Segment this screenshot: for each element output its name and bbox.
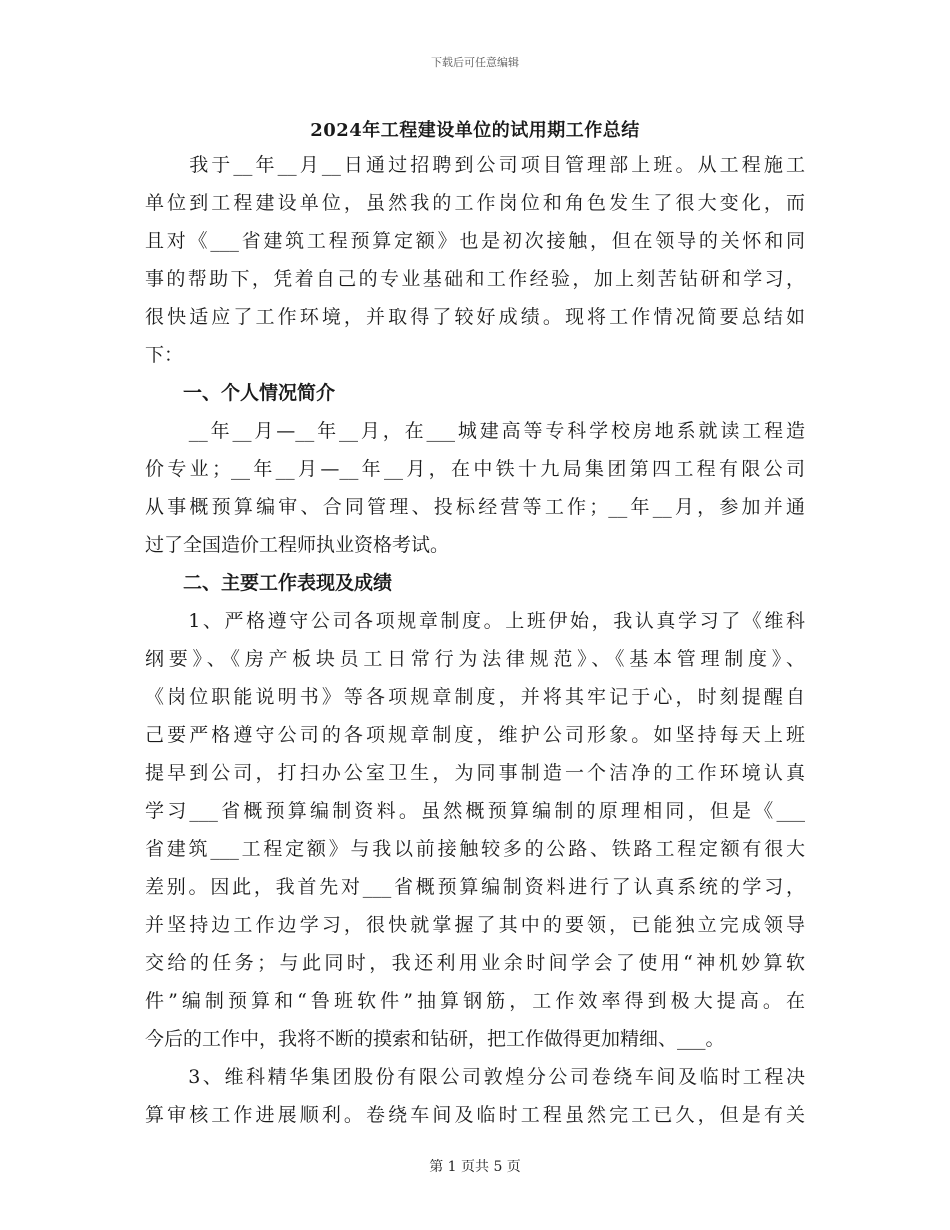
text-line: 学习___省概预算编制资料。虽然概预算编制的原理相同，但是《___ [145,800,805,822]
text-line: 提早到公司，打扫办公室卫生，为同事制造一个洁净的工作环境认真 [145,762,805,784]
paragraph [145,1058,805,1134]
text-line: 很快适应了工作环境，并取得了较好成绩。现将工作情况简要总结如 [145,306,805,328]
text-line: 算审核工作进展顺利。卷绕车间及临时工程虽然完工已久，但是有关 [145,1104,805,1126]
paragraph [145,412,805,564]
text-line: 交给的任务；与此同时，我还利用业余时间学会了使用“神机妙算软 [145,952,805,974]
text-line: 今后的工作中，我将不断的摸索和钻研，把工作做得更加精细、___。 [145,1028,725,1050]
section-heading [145,564,805,602]
text-line: 差别。因此，我首先对___省概预算编制资料进行了认真系统的学习， [145,876,805,898]
text-line: 从事概预算编审、合同管理、投标经营等工作；__年__月，参加并通 [145,496,805,518]
page-footer: 第 1 页共 5 页 [429,1159,521,1175]
document-title: 2024年工程建设单位的试用期工作总结 [310,120,640,141]
text-line: 1、严格遵守公司各项规章制度。上班伊始，我认真学习了《维科 [145,610,805,632]
text-line: 且对《___省建筑工程预算定额》也是初次接触，但在领导的关怀和同 [145,230,805,252]
text-line: __年__月—__年__月，在___城建高等专科学校房地系就读工程造 [145,420,805,442]
text-line: 过了全国造价工程师执业资格考试。 [145,534,450,556]
paragraph [145,146,805,374]
text-line: 己要严格遵守公司的各项规章制度，维护公司形象。如坚持每天上班 [145,724,805,746]
text-line: 一、个人情况简介 [145,382,336,404]
text-line: 单位到工程建设单位，虽然我的工作岗位和角色发生了很大变化，而 [145,192,805,214]
text-line: 省建筑___工程定额》与我以前接触较多的公路、铁路工程定额有很大 [145,838,805,860]
page-header: 下载后可任意编辑 [431,56,519,69]
text-line: 价专业；__年__月—__年__月，在中铁十九局集团第四工程有限公司 [145,458,805,480]
text-line: 事的帮助下，凭着自己的专业基础和工作经验，加上刻苦钻研和学习， [145,268,805,290]
section-heading [145,374,805,412]
text-line: 我于__年__月__日通过招聘到公司项目管理部上班。从工程施工 [145,154,805,176]
document-body [145,146,805,1134]
text-line: 纲要》、《房产板块员工日常行为法律规范》、《基本管理制度》、 [145,648,805,670]
text-line: 下： [145,344,184,366]
text-line: 二、主要工作表现及成绩 [145,572,393,594]
paragraph [145,602,805,1058]
text-line: 并坚持边工作边学习，很快就掌握了其中的要领，已能独立完成领导 [145,914,805,936]
text-line: 《岗位职能说明书》等各项规章制度，并将其牢记于心，时刻提醒自 [145,686,805,708]
text-line: 件”编制预算和“鲁班软件”抽算钢筋，工作效率得到极大提高。在 [145,990,805,1012]
text-line: 3、维科精华集团股份有限公司敦煌分公司卷绕车间及临时工程决 [145,1066,805,1088]
